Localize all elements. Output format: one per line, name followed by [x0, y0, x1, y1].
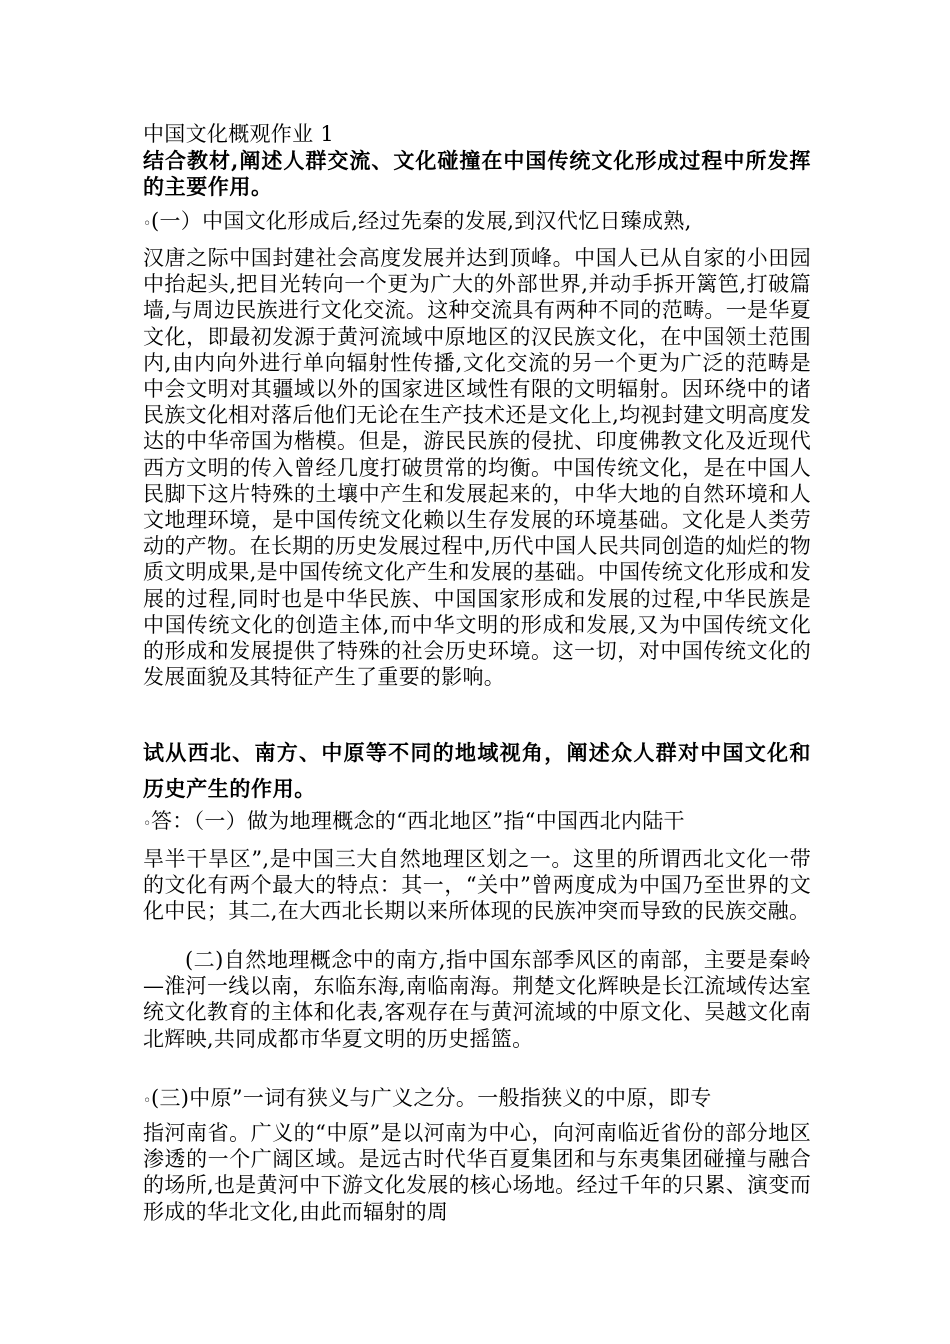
answer-2-paragraph-3-lead-text: (三)中原”一词有狭义与广义之分。一般指狭义的中原，即专: [151, 1086, 712, 1110]
question-2-text: 试从西北、南方、中原等不同的地域视角，阐述众人群对中国文化和历史产生的作用。: [143, 740, 811, 801]
document-title: [143, 121, 811, 147]
answer-1-body-text: 汉唐之际中国封建社会高度发展并达到顶峰。中国人已从自家的小田园中抬起头,把目光转向一个更为广大的外部世界,并动手拆开篱笆,打破篇墙,与周边民族进行文化交流。这种交流具有两种不同的范畴。一是华夏文化，即最初发源于黄河流域中原地区的汉民族文化，在中国领土范围内,由内向外进行单向辐射性传播,文化交流的另一个更为广泛的范畴是中会文明对其疆域以外的国家进区域性有限的文明辐射。因环绕中的诸民族文化相对落后他们无论在生产技术还是文化上,均视封建文明高度发达的中华帝国为楷模。但是，游民民族的侵扰、印度佛教文化及近现代西方文明的传入曾经几度打破贯常的均衡。中国传统文化，是在中国人民脚下这片特殊的土壤中产生和发展起来的，中华大地的自然环境和人文地理环境，是中国传统文化赖以生存发展的环境基础。文化是人类劳动的产物。在长期的历史发展过程中,历代中国人民共同创造的灿烂的物质文明成果,是中国传统文化产生和发展的基础。中国传统文化形成和发展的过程,同时也是中华民族、中国国家形成和发展的过程,中华民族是中国传统文化的创造主体,而中华文明的形成和发展,又为中国传统文化的形成和发展提供了特殊的社会历史环境。这一切，对中国传统文化的发展面貌及其特征产生了重要的影响。: [143, 246, 811, 690]
paragraph-mark-icon: ◦: [143, 216, 152, 232]
answer-2-body-text: 旱半干旱区”,是中国三大自然地理区划之一。这里的所谓西北文化一带的文化有两个最大的特点：其一，“关中”曾两度成为中国乃至世界的文化中民；其二,在大西北长期以来所体现的民族冲突而导致的民族交融。: [143, 847, 811, 924]
question-1: [143, 148, 811, 200]
answer-2-body: [143, 846, 811, 925]
paragraph-mark-icon: ◦: [143, 816, 152, 832]
question-2: [143, 735, 811, 807]
answer-2-paragraph-2-text: (二)自然地理概念中的南方,指中国东部季风区的南部，主要是秦岭—淮河一线以南，东临东海,南临南海。荆楚文化辉映是长江流域传达室统文化教育的主体和化表,客观存在与黄河流域的中原文化、吴越文化南北辉映,共同成都市华夏文明的历史摇篮。: [143, 948, 811, 1051]
answer-1-body: [143, 245, 811, 690]
answer-2-paragraph-3-body-text: 指河南省。广义的“中原”是以河南为中心，向河南临近省份的部分地区渗透的一个广阔区域。是远古时代华百夏集团和与东夷集团碰撞与融合的场所,也是黄河中下游文化发展的核心场地。经过千年的只累、演变而形成的华北文化,由此而辐射的周: [143, 1121, 811, 1224]
document-title-text: 中国文化概观作业 1: [143, 122, 335, 146]
answer-1-lead: [143, 208, 811, 234]
question-1-text: 结合教材,阐述人群交流、文化碰撞在中国传统文化形成过程中所发挥的主要作用。: [143, 148, 811, 200]
answer-2-lead-text: 答：（一）做为地理概念的“西北地区”指“中国西北内陆干: [151, 809, 685, 833]
answer-1-lead-text: (一）中国文化形成后,经过先秦的发展,到汉代忆日臻成熟,: [151, 209, 692, 233]
answer-2-paragraph-3-lead: [143, 1085, 811, 1111]
answer-2-paragraph-3-body: [143, 1120, 811, 1225]
paragraph-mark-icon: ◦: [143, 1093, 152, 1109]
answer-2-lead: [143, 808, 811, 834]
answer-2-paragraph-2: [143, 947, 811, 1052]
